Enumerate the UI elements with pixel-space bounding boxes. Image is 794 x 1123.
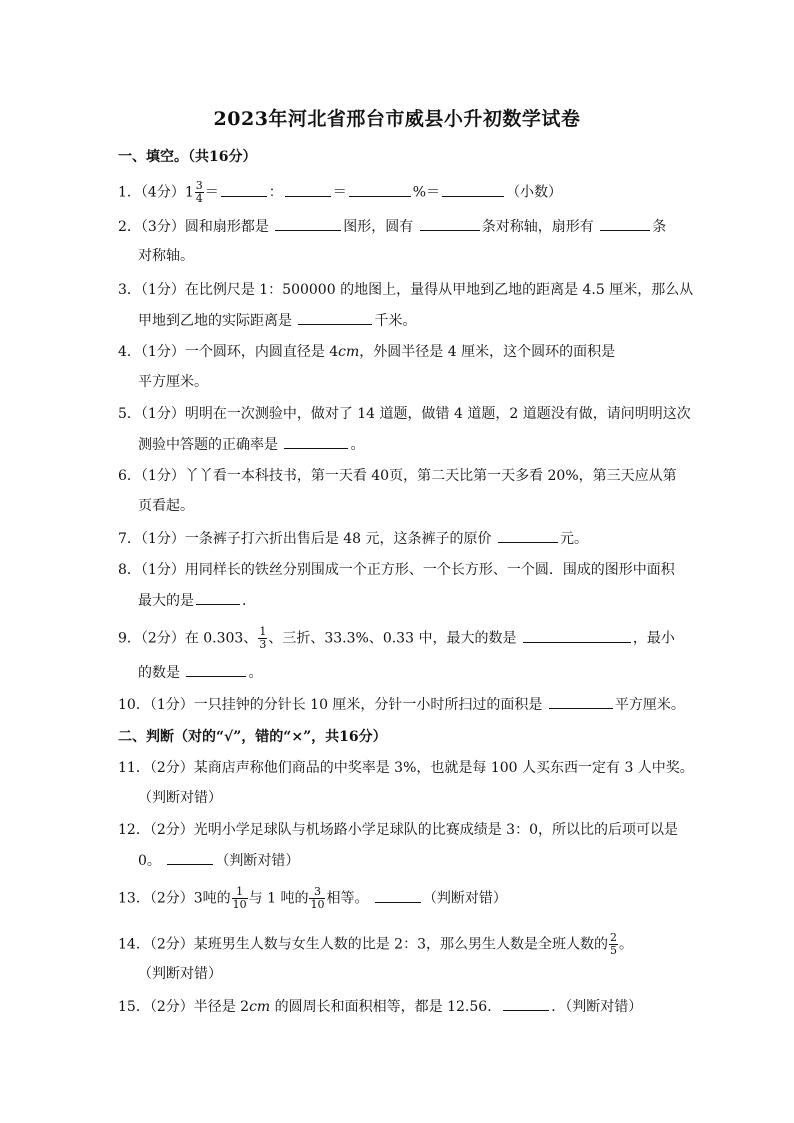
answer-blank[interactable] xyxy=(442,182,504,197)
answer-blank[interactable] xyxy=(285,182,331,197)
answer-blank[interactable] xyxy=(523,628,631,643)
question-11: 11．（2分）某商店声称他们商品的中奖率是 3%，也就是每 100 人买东西一定有 3 人中奖。 xyxy=(118,760,694,776)
question-1: 1．（4分）1 $\frac{3}{4}$ ＝ ： ＝ %＝ （小数） xyxy=(118,179,563,205)
question-3-continued: 甲地到乙地的实际距离是 千米。 xyxy=(138,310,416,331)
question-9-continued: 的数是 。 xyxy=(138,662,262,683)
answer-blank[interactable] xyxy=(420,216,480,231)
answer-blank[interactable] xyxy=(275,216,341,231)
fraction: $\frac{2}{5}$ xyxy=(609,931,617,957)
answer-blank[interactable] xyxy=(503,996,549,1011)
fraction: $\frac{1}{3}$ xyxy=(259,625,267,651)
answer-blank[interactable] xyxy=(167,850,213,865)
answer-blank[interactable] xyxy=(498,528,558,543)
question-10: 10．（1分）一只挂钟的分针长 10 厘米，分针一小时所扫过的面积是 平方厘米。 xyxy=(118,694,685,715)
question-3: 3．（1分）在比例尺是 1：500000 的地图上，量得从甲地到乙地的距离是 4.5 厘米，那么从 xyxy=(118,282,694,298)
fraction: $\frac{1}{10}$ xyxy=(232,885,247,911)
question-8: 8．（1分）用同样长的铁丝分别围成一个正方形、一个长方形、一个圆．围成的图形中面积 xyxy=(118,562,675,578)
question-6: 6．（1分）丫丫看一本科技书，第一天看 40页，第二天比第一天多看 20%，第三天应从第 xyxy=(118,468,677,484)
answer-blank[interactable] xyxy=(221,182,267,197)
question-4-continued: 平方厘米。 xyxy=(138,374,208,390)
question-5-continued: 测验中答题的正确率是 。 xyxy=(138,434,364,455)
question-2-continued: 对称轴。 xyxy=(138,248,194,264)
page-title: 2023年河北省邢台市威县小升初数学试卷 xyxy=(213,108,581,130)
answer-blank[interactable] xyxy=(549,694,613,709)
answer-blank[interactable] xyxy=(284,434,348,449)
question-11-continued: （判断对错） xyxy=(138,790,222,806)
answer-blank[interactable] xyxy=(349,182,411,197)
question-4: 4．（1分）一个圆环，内圆直径是 4cm，外圆半径是 4 厘米，这个圆环的面积是 xyxy=(118,344,616,360)
question-2: 2．（3分）圆和扇形都是 图形，圆有 条对称轴，扇形有 条 xyxy=(118,216,666,237)
answer-blank[interactable] xyxy=(298,310,372,325)
question-12: 12．（2分）光明小学足球队与机场路小学足球队的比赛成绩是 3：0，所以比的后项可以是 xyxy=(118,822,678,838)
question-14-continued: （判断对错） xyxy=(138,966,222,982)
question-8-continued: 最大的是 ． xyxy=(138,590,256,611)
question-13: 13．（2分）3吨的 $\frac{1}{10}$ 与 1 吨的 $\frac{3}{10}$ 相等。 （判断对错） xyxy=(118,885,507,911)
answer-blank[interactable] xyxy=(196,590,240,605)
question-15: 15．（2分）半径是 2cm 的圆周长和面积相等，都是 12.56． ．（判断对错） xyxy=(118,996,642,1017)
question-5: 5．（1分）明明在一次测验中，做对了 14 道题，做错 4 道题，2 道题没有做，请问明明这次 xyxy=(118,406,691,422)
fraction: $\frac{3}{4}$ xyxy=(195,179,203,205)
question-12-continued: 0。 （判断对错） xyxy=(138,850,299,871)
question-7: 7．（1分）一条裤子打六折出售后是 48 元，这条裤子的原价 元。 xyxy=(118,528,588,549)
answer-blank[interactable] xyxy=(186,662,246,677)
question-9: 9．（2分）在 0.303、 $\frac{1}{3}$ 、三折、33.3%、0.33 中，最大的数是 ，最小 xyxy=(118,625,675,651)
section-heading-true-false: 二、判断（对的“√”，错的“×”，共16分） xyxy=(118,729,387,745)
question-6-continued: 页看起。 xyxy=(138,498,194,514)
fraction: $\frac{3}{10}$ xyxy=(310,885,325,911)
answer-blank[interactable] xyxy=(600,216,650,231)
section-heading-fill-blank: 一、填空。（共16分） xyxy=(118,149,257,165)
answer-blank[interactable] xyxy=(375,888,421,903)
question-14: 14．（2分）某班男生人数与女生人数的比是 2：3，那么男生人数是全班人数的 $\frac{2}{5}$ 。 xyxy=(118,931,633,957)
